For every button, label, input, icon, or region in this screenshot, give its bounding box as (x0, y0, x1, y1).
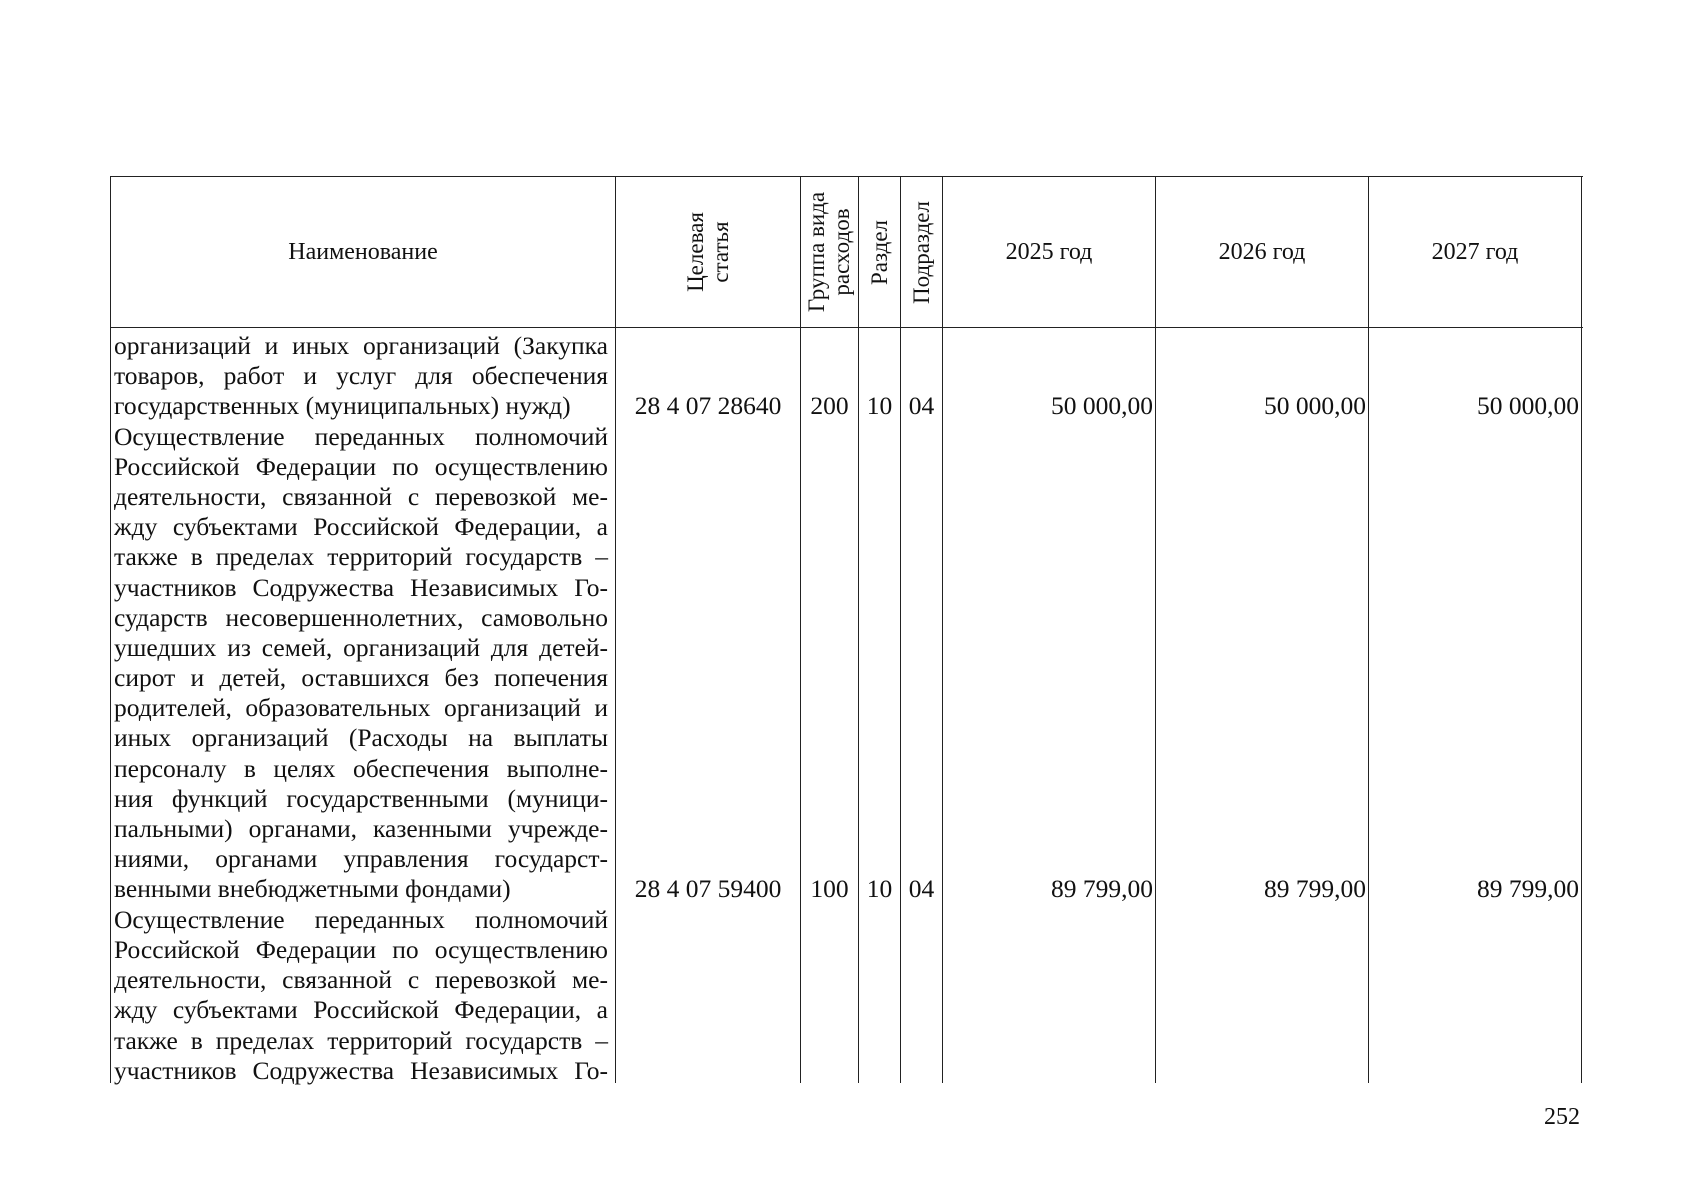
row-2-name-line: родителей, образовательных организаций и (114, 693, 608, 723)
row-3-name-line: также в пределах территорий государств – (114, 1025, 608, 1055)
header-2025 (943, 177, 1155, 327)
row-2-name-line: также в пределах территорий государств – (114, 542, 608, 572)
header-expense-group-line1: Группа вида (804, 191, 830, 313)
row-2-name-line: ниями, органами управления государст- (114, 844, 608, 874)
row-2-name-line: сирот и детей, оставшихся без попечения (114, 663, 608, 693)
header-name-label: Наименование (288, 239, 438, 265)
row-3-name-line: Российской Федерации по осуществлению (114, 934, 608, 964)
header-2027-label: 2027 год (1431, 239, 1519, 265)
header-2026 (1156, 177, 1368, 327)
row-1-2026-value: 50 000,00 (1264, 391, 1366, 420)
header-target-article-label (683, 212, 733, 292)
row-2-expense-group: 100 (810, 874, 849, 903)
header-name (111, 177, 615, 327)
table-row-3-name (114, 905, 608, 1086)
row-2-name-line: ния функций государственными (муници- (114, 783, 608, 813)
row-2-name-line: иных организаций (Расходы на выплаты (114, 723, 608, 753)
header-expense-group-line2: расходов (829, 208, 855, 296)
row-2-name-line: венными внебюджетными фондами) (114, 874, 511, 904)
row-2-name-line: Осуществление переданных полномочий (114, 421, 608, 451)
row-1-subsection: 04 (908, 391, 935, 420)
row-3-name-line: деятельности, связанной с перевозкой ме- (114, 965, 608, 995)
row-2-name-line: жду субъектами Российской Федерации, а (114, 512, 608, 542)
header-expense-group (801, 177, 858, 327)
table-border-right (1581, 176, 1582, 1083)
row-2-target-article: 28 4 07 59400 (634, 874, 782, 903)
row-2-2026-value: 89 799,00 (1264, 874, 1366, 903)
row-2-name-line: деятельности, связанной с перевозкой ме- (114, 481, 608, 511)
row-1-expense-group: 200 (810, 391, 849, 420)
header-expense-group-label (805, 192, 855, 312)
row-2-name-line: сударств несовершеннолетних, самовольно (114, 602, 608, 632)
row-2-section: 10 (866, 874, 893, 903)
row-2-name-line: Российской Федерации по осуществлению (114, 451, 608, 481)
row-2-2027-value: 89 799,00 (1477, 874, 1579, 903)
row-2-name-line: ушедших из семей, организаций для детей- (114, 632, 608, 662)
header-2026-label: 2026 год (1218, 239, 1306, 265)
row-1-2025-value: 50 000,00 (1051, 391, 1153, 420)
table-row-1-name (114, 331, 608, 422)
header-subsection (901, 177, 942, 327)
table-row-2-name (114, 422, 608, 905)
row-3-name-line: жду субъектами Российской Федерации, а (114, 995, 608, 1025)
row-2-subsection: 04 (908, 874, 935, 903)
page-number: 252 (1544, 1104, 1580, 1130)
row-1-target-article: 28 4 07 28640 (634, 391, 782, 420)
table-header-bottom-border (110, 327, 1583, 328)
header-section-label: Раздел (867, 219, 892, 285)
row-1-name-line: государственных (муниципальных) нужд) (114, 391, 571, 421)
row-1-name-line: организаций и иных организаций (Закупка (114, 331, 608, 360)
row-3-name-line: Осуществление переданных полномочий (114, 904, 608, 934)
header-2027 (1369, 177, 1581, 327)
row-2-name-line: персоналу в целях обеспечения выполне- (114, 753, 608, 783)
header-2025-label: 2025 год (1005, 239, 1093, 265)
row-1-2027-value: 50 000,00 (1477, 391, 1579, 420)
row-1-section: 10 (866, 391, 893, 420)
header-section (859, 177, 900, 327)
header-subsection-label: Подраздел (909, 200, 935, 304)
row-2-2025-value: 89 799,00 (1051, 874, 1153, 903)
header-target-article-line1: Целевая (682, 212, 708, 292)
header-target-article (616, 177, 800, 327)
row-3-name-line: участников Содружества Независимых Го- (114, 1055, 608, 1085)
row-2-name-line: участников Содружества Независимых Го- (114, 572, 608, 602)
row-2-name-line: пальными) органами, казенными учрежде- (114, 814, 608, 844)
row-1-name-line: товаров, работ и услуг для обеспечения (114, 361, 608, 391)
header-target-article-line2: статья (707, 221, 733, 283)
